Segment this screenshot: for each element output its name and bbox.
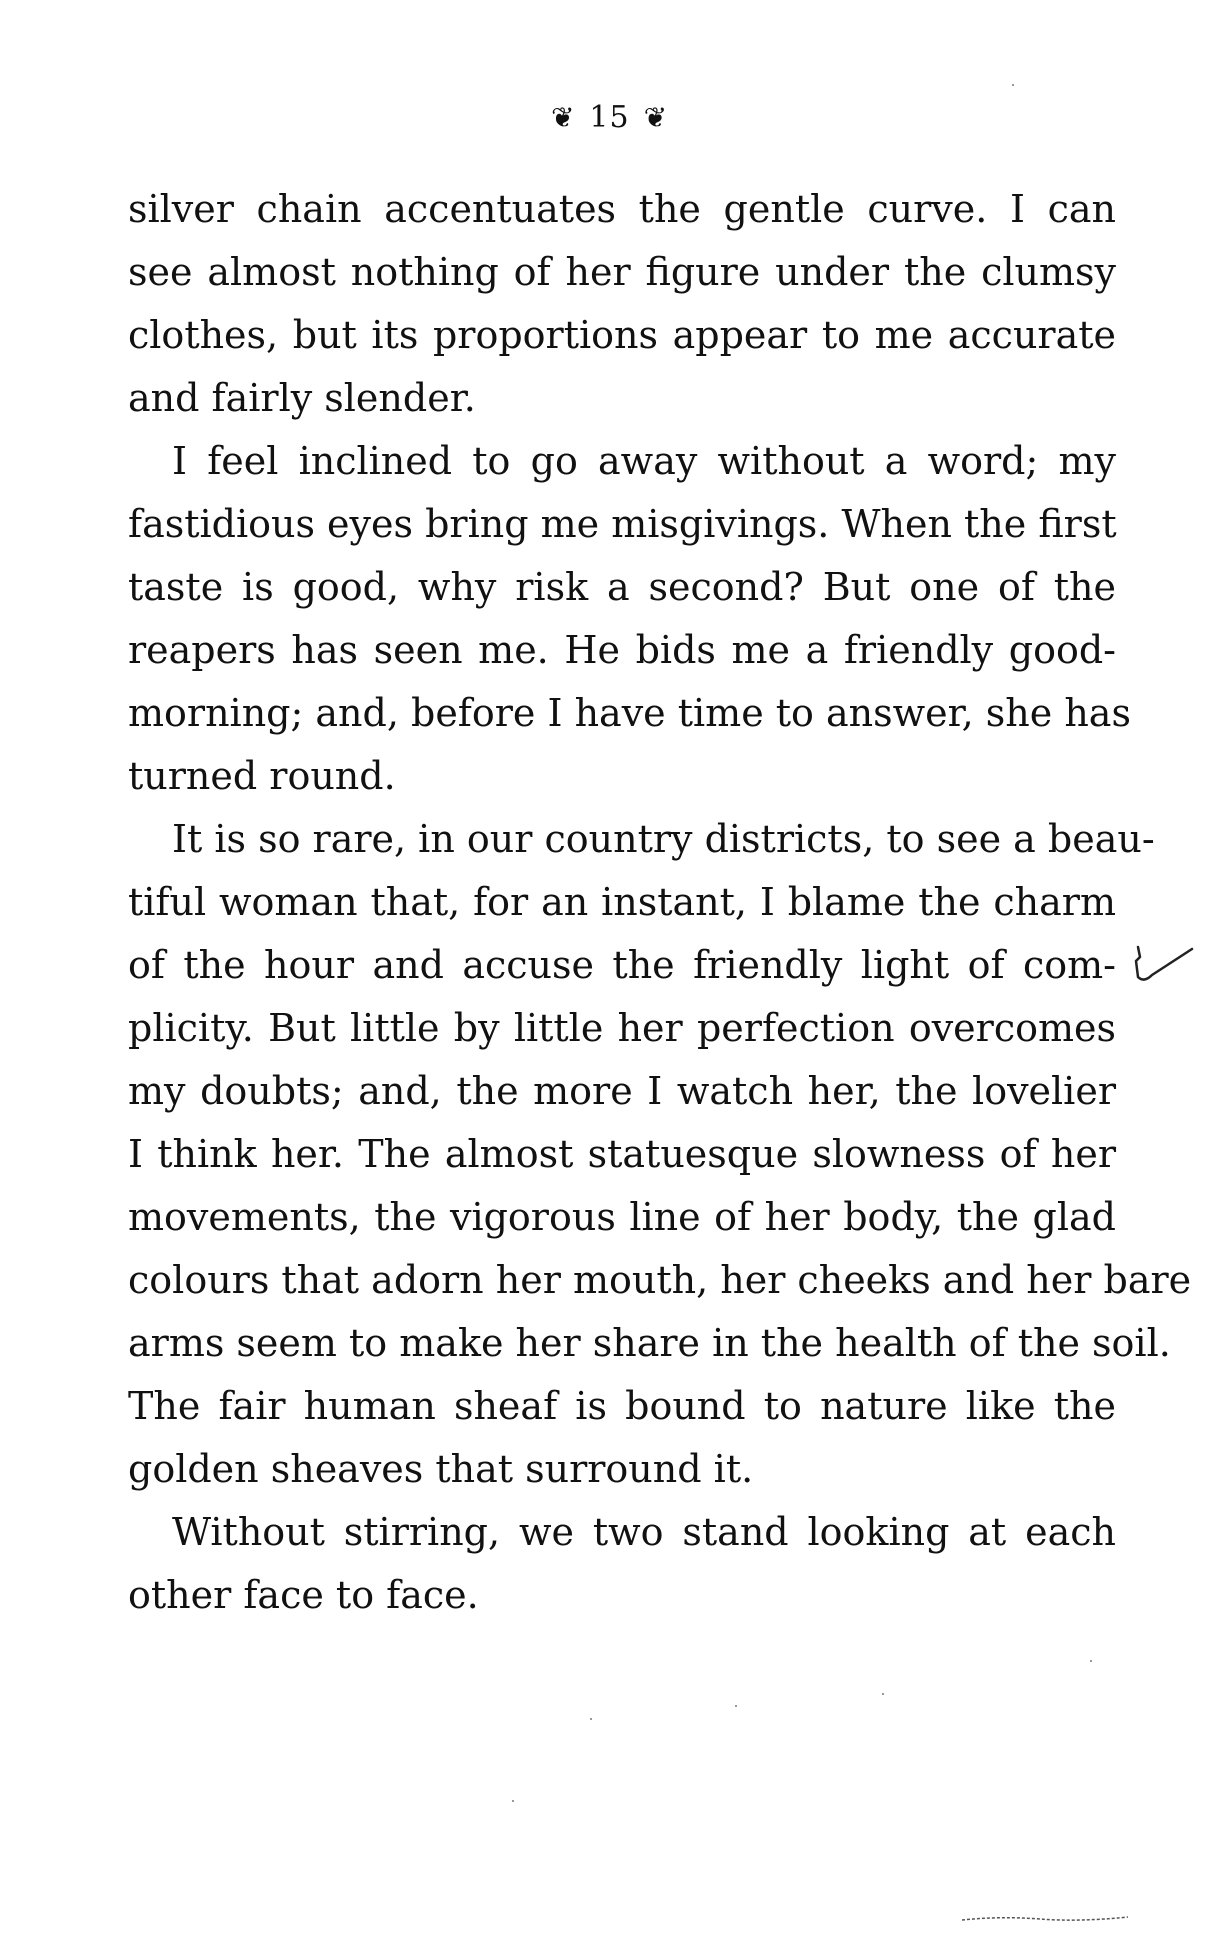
- ink-smudge-icon: [960, 1912, 1130, 1926]
- text-line: movements, the vigorous line of her body, the glad: [128, 1195, 1116, 1239]
- text-line: fastidious eyes bring me misgivings. When the first: [128, 502, 1117, 546]
- text-line: reapers has seen me. He bids me a friendly good-: [128, 628, 1116, 672]
- text-line: plicity. But little by little her perfection overcomes: [128, 1006, 1116, 1050]
- text-line: The fair human sheaf is bound to nature like the: [128, 1384, 1116, 1428]
- scan-speck: [735, 1705, 737, 1707]
- fleuron-left-icon: ❦: [550, 101, 576, 134]
- text-line: silver chain accentuates the gentle curve. I can: [128, 187, 1116, 231]
- text-line: my doubts; and, the more I watch her, the lovelier: [128, 1069, 1116, 1113]
- scan-speck: [882, 1693, 884, 1695]
- text-line: tiful woman that, for an instant, I blame the charm: [128, 880, 1116, 924]
- scan-speck: [1090, 1660, 1092, 1662]
- text-line: taste is good, why risk a second? But one of the: [128, 565, 1116, 609]
- text-line: and fairly slender.: [128, 376, 476, 420]
- text-line: It is so rare, in our country districts, to see a beau-: [172, 817, 1155, 861]
- fleuron-right-icon: ❦: [643, 101, 669, 134]
- page-header: [0, 98, 1219, 138]
- scan-speck: [512, 1800, 514, 1802]
- text-line: clothes, but its proportions appear to me accurate: [128, 313, 1116, 357]
- text-line: see almost nothing of her figure under the clumsy: [128, 250, 1116, 294]
- text-line: I think her. The almost statuesque slowness of her: [128, 1132, 1116, 1176]
- text-line: colours that adorn her mouth, her cheeks and her bare: [128, 1258, 1192, 1302]
- text-line: of the hour and accuse the friendly light of com-: [128, 943, 1116, 987]
- scan-speck: [1012, 84, 1014, 86]
- pencil-tick-mark-icon: [1130, 945, 1200, 1005]
- text-line: I feel inclined to go away without a word; my: [172, 439, 1116, 483]
- page-number: 15: [589, 100, 630, 135]
- text-line: morning; and, before I have time to answer, she has: [128, 691, 1131, 735]
- text-line: Without stirring, we two stand looking at each: [172, 1510, 1116, 1554]
- text-line: golden sheaves that surround it.: [128, 1447, 754, 1491]
- text-line: other face to face.: [128, 1573, 479, 1617]
- scan-speck: [590, 1718, 592, 1720]
- text-line: turned round.: [128, 754, 396, 798]
- text-line: arms seem to make her share in the health of the soil.: [128, 1321, 1171, 1365]
